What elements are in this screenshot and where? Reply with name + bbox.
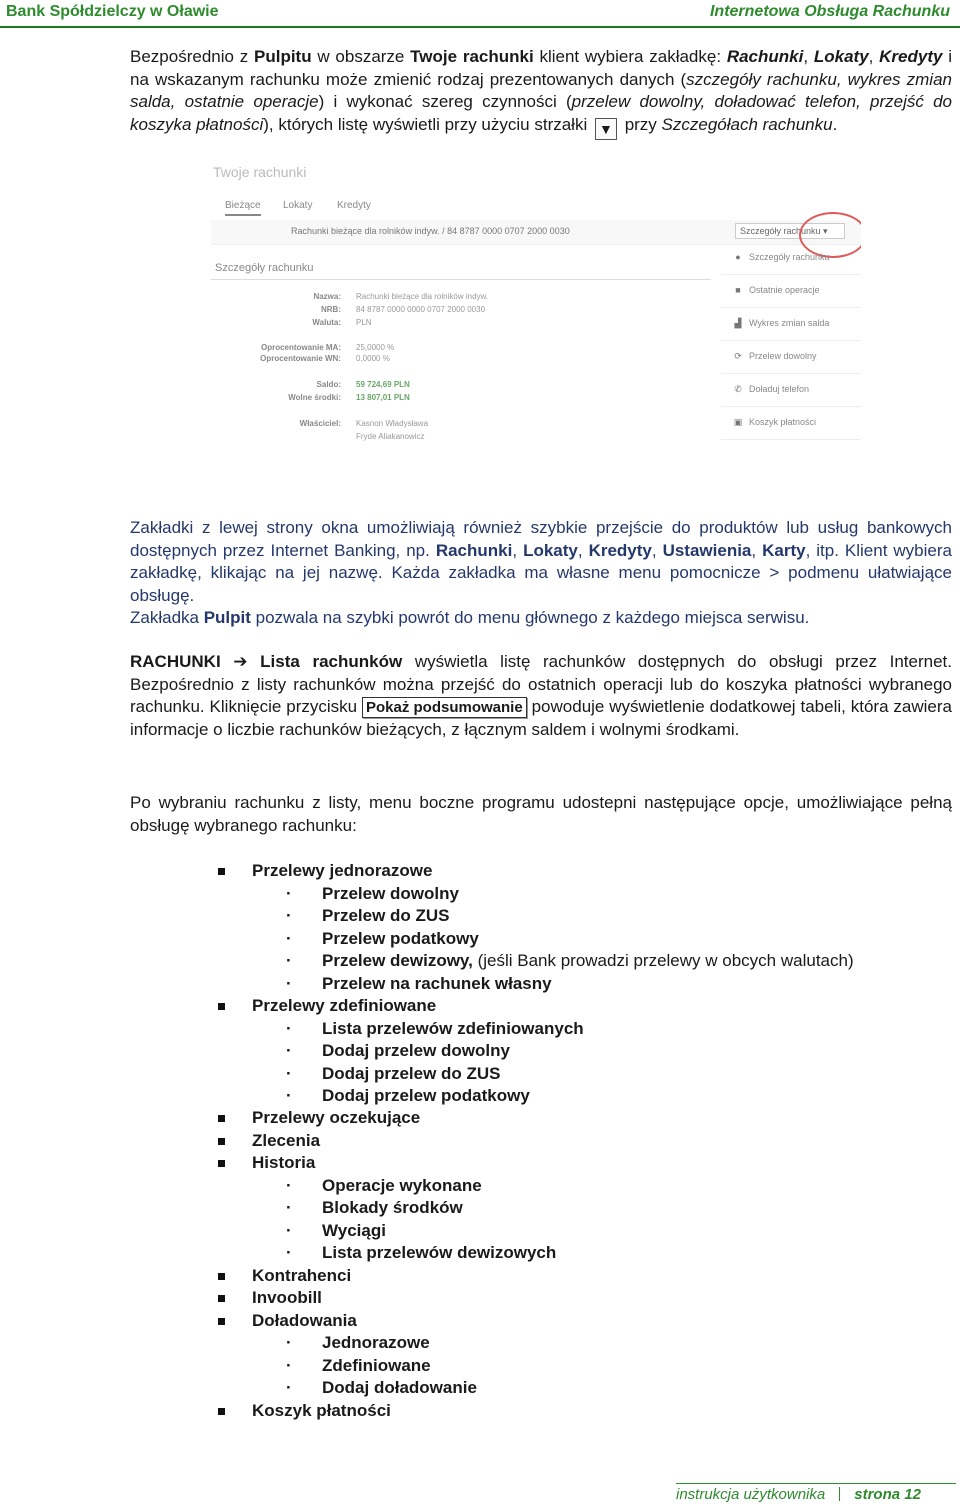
list-icon: ■ — [735, 285, 741, 295]
field-value: 0,0000 % — [356, 354, 390, 363]
chart-icon: ▟ — [734, 318, 742, 328]
tab-biezace[interactable]: Bieżące — [225, 200, 261, 216]
section-title: Szczegóły rachunku — [215, 262, 314, 274]
show-summary-button[interactable]: Pokaż podsumowanie — [362, 697, 527, 718]
field-label: Waluta: — [312, 318, 341, 327]
accounts-list-paragraph: RACHUNKI ➔ Lista rachunków wyświetla listę rachunków dostępnych do obsługi przez Internet. Bezpośrednio z listy rachunków można przejść do ostatnich operacji lub do koszyka płatności wybranego rachunku. Kliknięcie przycisku Pokaż podsumowanie powoduje wyświetlenie dodatkowej tabeli, która zawiera informacje o liczbie rachunków bieżących, z łącznym saldem i wolnymi środkami. — [130, 652, 952, 739]
field-label: Oprocentowanie WN: — [260, 354, 341, 363]
header-doc-title: Internetowa Obsługa Rachunku — [709, 3, 950, 20]
page-footer — [676, 1486, 921, 1503]
accounts-screenshot — [211, 164, 861, 444]
field-value: 59 724,69 PLN — [356, 380, 410, 389]
menu-item-szczegoly[interactable]: ● Szczegóły rachunku — [721, 242, 861, 275]
view-select[interactable]: Szczegóły rachunku ▾ — [735, 223, 845, 239]
menu-item-koszyk[interactable]: ▣ Koszyk płatności — [721, 407, 861, 440]
shot-tabs — [211, 196, 861, 221]
field-value: Fryde Aliakanowicz — [356, 432, 425, 441]
page-header — [0, 0, 960, 28]
field-value: PLN — [356, 318, 372, 327]
phone-icon: ✆ — [734, 384, 742, 394]
field-label: Oprocentowanie MA: — [260, 343, 341, 352]
field-label: Właściciel: — [299, 419, 341, 428]
cart-icon: ▣ — [733, 417, 743, 427]
shot-title: Twoje rachunki — [213, 164, 307, 180]
intro-paragraph: Bezpośrednio z Pulpitu w obszarze Twoje rachunki klient wybiera zakładkę: Rachunki, Lokaty, Kredyty i na wskazanym rachunku może zmienić rodzaj prezentowanych danych (szczegóły rachunku, wykres zmian salda, ostatnie operacje) i wykonać szereg czynności (przelew dowolny, doładować telefon, przejść do koszyka płatności), których listę wyświetli przy użyciu strzałki ▼ przy Szczegółach rachunku. — [130, 46, 952, 140]
dropdown-arrow-icon: ▼ — [595, 118, 617, 140]
tab-kredyty[interactable]: Kredyty — [337, 200, 371, 211]
field-value: Kasnon Władysława — [356, 419, 429, 428]
menu-item-operacje[interactable]: ■ Ostatnie operacje — [721, 275, 861, 308]
field-label: Saldo: — [316, 380, 341, 389]
field-value: 84 8787 0000 0000 0707 2000 0030 — [356, 305, 486, 314]
account-name: Rachunki bieżące dla rolników indyw. / 84 8787 0000 0707 2000 0030 — [291, 226, 570, 236]
field-value: Rachunki bieżące dla rolników indyw. — [356, 292, 489, 301]
footer-line — [676, 1483, 956, 1484]
header-bank-name: Bank Spółdzielczy w Oławie — [6, 3, 219, 20]
menu-item-doladuj[interactable]: ✆ Doładuj telefon — [721, 374, 861, 407]
divider — [211, 279, 711, 280]
field-label: NRB: — [321, 305, 341, 314]
tabs-paragraph: Zakładki z lewej strony okna umożliwiają również szybkie przejście do produktów lub usług bankowych dostępnych przez Internet Banking, np. Rachunki, Lokaty, Kredyty, Ustawienia, Karty, itp. Klient wybiera zakładkę, klikając na jej nazwę. Każda zakładka ma własne menu pomocnicze > podmenu ułatwiające obsługę. Zakładka Pulpit pozwala na szybki powrót do menu głównego z każdego miejsca serwisu. — [130, 518, 952, 627]
info-icon: ● — [735, 252, 741, 262]
menu-item-wykres[interactable]: ▟ Wykres zmian salda — [721, 308, 861, 341]
footer-label: instrukcja użytkownika — [676, 1486, 826, 1503]
field-label: Wolne środki: — [288, 393, 341, 402]
page-number: strona 12 — [854, 1486, 921, 1503]
field-label: Nazwa: — [313, 292, 341, 301]
transfer-icon: ⟳ — [734, 351, 742, 361]
field-value: 13 807,01 PLN — [356, 393, 410, 402]
menu-item-przelew[interactable]: ⟳ Przelew dowolny — [721, 341, 861, 374]
tab-lokaty[interactable]: Lokaty — [283, 200, 313, 211]
side-menu-paragraph: Po wybraniu rachunku z listy, menu boczne programu udostepni następujące opcje, umożliwiające pełną obsługę wybranego rachunku: — [130, 793, 952, 835]
field-value: 25,0000 % — [356, 343, 395, 352]
